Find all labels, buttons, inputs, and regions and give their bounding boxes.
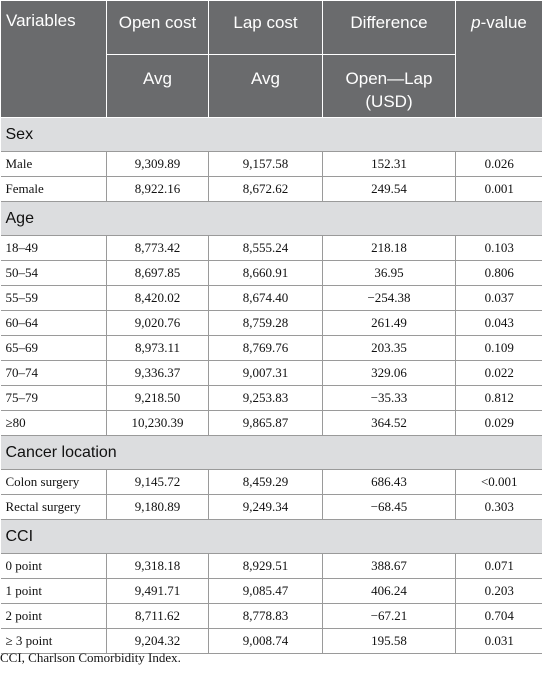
p-value-cell: 0.103 (456, 236, 542, 261)
lap-cost-cell: 8,660.91 (209, 261, 323, 286)
lap-cost-cell: 8,929.51 (209, 554, 323, 579)
header-variables: Variables (1, 1, 107, 118)
row-label: 70–74 (1, 361, 107, 386)
open-cost-cell: 9,309.89 (107, 152, 209, 177)
lap-cost-cell: 9,253.83 (209, 386, 323, 411)
lap-cost-cell: 8,674.40 (209, 286, 323, 311)
lap-cost-cell: 9,865.87 (209, 411, 323, 436)
difference-cell: 406.24 (323, 579, 456, 604)
difference-cell: 686.43 (323, 470, 456, 495)
difference-cell: 152.31 (323, 152, 456, 177)
p-value-cell: 0.022 (456, 361, 542, 386)
header-p-value (456, 1, 542, 118)
header-difference-unit: Open—Lap (USD) (323, 55, 456, 118)
difference-cell: −67.21 (323, 604, 456, 629)
open-cost-cell: 8,697.85 (107, 261, 209, 286)
row-label: 55–59 (1, 286, 107, 311)
difference-cell: 249.54 (323, 177, 456, 202)
header-p-letter: p (471, 13, 481, 32)
open-cost-cell: 8,420.02 (107, 286, 209, 311)
row-label: 75–79 (1, 386, 107, 411)
p-value-cell: 0.031 (456, 629, 542, 654)
difference-cell: 329.06 (323, 361, 456, 386)
header-open-avg: Avg (107, 55, 209, 118)
row-label: ≥80 (1, 411, 107, 436)
difference-cell: −254.38 (323, 286, 456, 311)
row-label: 50–54 (1, 261, 107, 286)
open-cost-cell: 8,973.11 (107, 336, 209, 361)
open-cost-cell: 9,204.32 (107, 629, 209, 654)
table-row (1, 286, 542, 311)
table-row (1, 579, 542, 604)
table-row (1, 604, 542, 629)
lap-cost-cell: 9,008.74 (209, 629, 323, 654)
header-open-cost: Open cost (107, 1, 209, 55)
p-value-cell: 0.029 (456, 411, 542, 436)
section-title: Cancer location (1, 436, 542, 470)
table-row (1, 386, 542, 411)
row-label: 65–69 (1, 336, 107, 361)
table-body (1, 118, 542, 654)
open-cost-cell: 9,491.71 (107, 579, 209, 604)
section-row (1, 520, 542, 554)
table-row (1, 495, 542, 520)
open-cost-cell: 9,020.76 (107, 311, 209, 336)
table-row (1, 152, 542, 177)
section-title: CCI (1, 520, 542, 554)
open-cost-cell: 9,145.72 (107, 470, 209, 495)
table-row (1, 261, 542, 286)
difference-cell: 203.35 (323, 336, 456, 361)
row-label: 18–49 (1, 236, 107, 261)
open-cost-cell: 9,218.50 (107, 386, 209, 411)
difference-cell: −68.45 (323, 495, 456, 520)
p-value-cell: 0.203 (456, 579, 542, 604)
difference-cell: 364.52 (323, 411, 456, 436)
lap-cost-cell: 8,672.62 (209, 177, 323, 202)
section-row (1, 436, 542, 470)
p-value-cell: 0.812 (456, 386, 542, 411)
p-value-cell: 0.001 (456, 177, 542, 202)
table-row (1, 470, 542, 495)
p-value-cell: 0.806 (456, 261, 542, 286)
row-label: Male (1, 152, 107, 177)
table-row (1, 336, 542, 361)
difference-cell: −35.33 (323, 386, 456, 411)
open-cost-cell: 10,230.39 (107, 411, 209, 436)
row-label: 0 point (1, 554, 107, 579)
lap-cost-cell: 8,769.76 (209, 336, 323, 361)
open-cost-cell: 9,336.37 (107, 361, 209, 386)
difference-cell: 36.95 (323, 261, 456, 286)
difference-cell: 261.49 (323, 311, 456, 336)
p-value-cell: 0.303 (456, 495, 542, 520)
lap-cost-cell: 8,759.28 (209, 311, 323, 336)
open-cost-cell: 8,773.42 (107, 236, 209, 261)
lap-cost-cell: 8,459.29 (209, 470, 323, 495)
p-value-cell: 0.704 (456, 604, 542, 629)
p-value-cell: 0.026 (456, 152, 542, 177)
section-title: Age (1, 202, 542, 236)
open-cost-cell: 8,922.16 (107, 177, 209, 202)
row-label: ≥ 3 point (1, 629, 107, 654)
header-lap-avg: Avg (209, 55, 323, 118)
row-label: Rectal surgery (1, 495, 107, 520)
lap-cost-cell: 9,157.58 (209, 152, 323, 177)
p-value-cell: <0.001 (456, 470, 542, 495)
table-row (1, 236, 542, 261)
lap-cost-cell: 9,007.31 (209, 361, 323, 386)
lap-cost-cell: 9,085.47 (209, 579, 323, 604)
section-row (1, 202, 542, 236)
section-row (1, 118, 542, 152)
table-row (1, 361, 542, 386)
row-label: Female (1, 177, 107, 202)
p-value-cell: 0.037 (456, 286, 542, 311)
open-cost-cell: 9,318.18 (107, 554, 209, 579)
difference-cell: 388.67 (323, 554, 456, 579)
row-label: 2 point (1, 604, 107, 629)
p-value-cell: 0.071 (456, 554, 542, 579)
open-cost-cell: 8,711.62 (107, 604, 209, 629)
difference-cell: 195.58 (323, 629, 456, 654)
p-value-cell: 0.043 (456, 311, 542, 336)
table-footnote: CCI, Charlson Comorbidity Index. (0, 650, 181, 665)
table-row (1, 554, 542, 579)
row-label: 1 point (1, 579, 107, 604)
lap-cost-cell: 9,249.34 (209, 495, 323, 520)
open-cost-cell: 9,180.89 (107, 495, 209, 520)
header-row-1 (1, 1, 542, 55)
table-row (1, 177, 542, 202)
difference-cell: 218.18 (323, 236, 456, 261)
table-row (1, 411, 542, 436)
header-lap-cost: Lap cost (209, 1, 323, 55)
header-difference: Difference (323, 1, 456, 55)
row-label: 60–64 (1, 311, 107, 336)
table-row (1, 311, 542, 336)
section-title: Sex (1, 118, 542, 152)
row-label: Colon surgery (1, 470, 107, 495)
header-p-suffix: -value (480, 13, 527, 32)
lap-cost-cell: 8,778.83 (209, 604, 323, 629)
p-value-cell: 0.109 (456, 336, 542, 361)
lap-cost-cell: 8,555.24 (209, 236, 323, 261)
